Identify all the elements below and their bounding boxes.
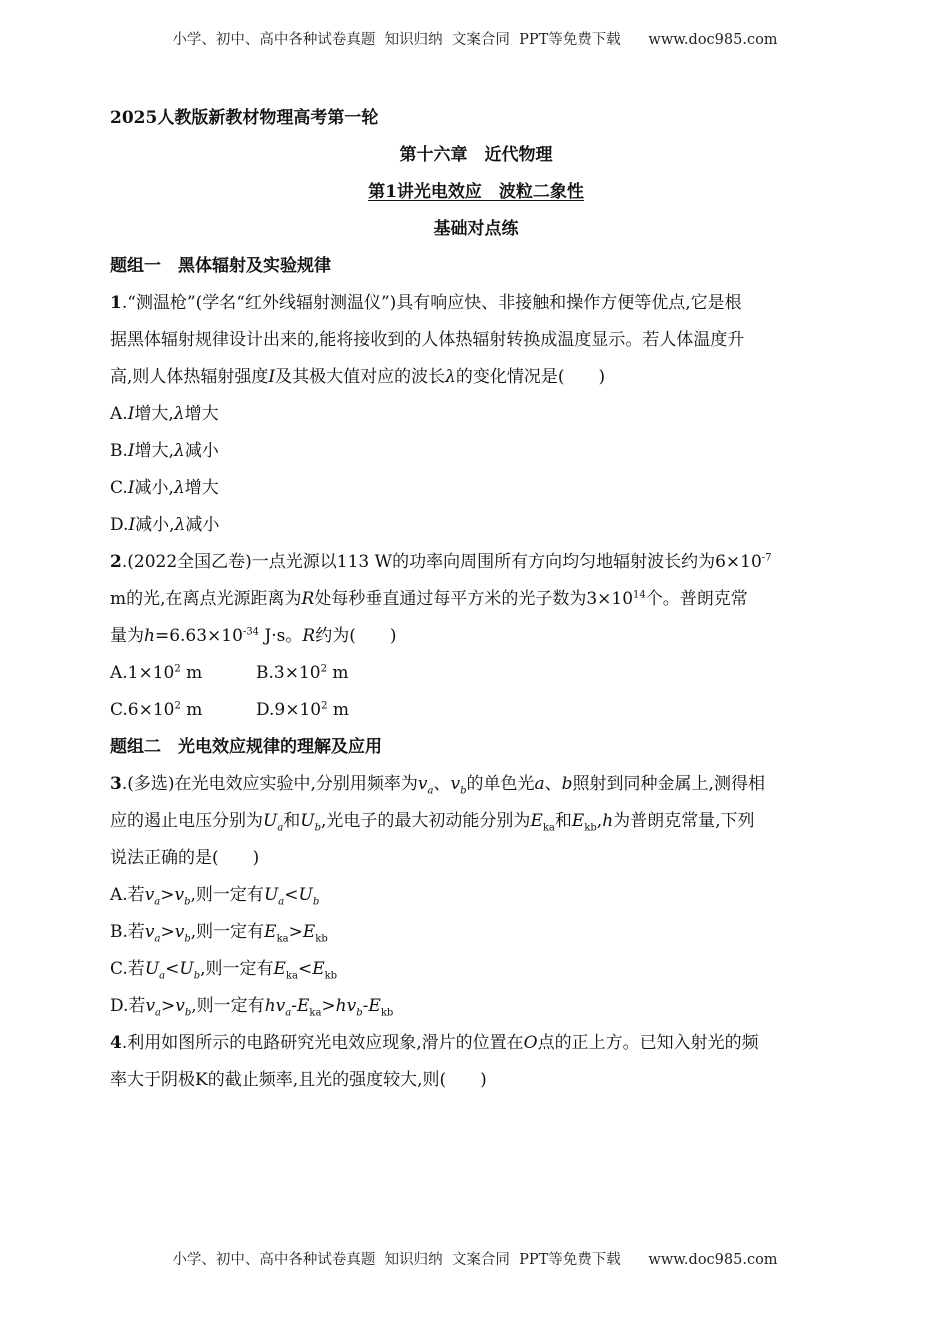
- op-gt: >: [160, 922, 175, 942]
- op-minus: -: [291, 996, 297, 1016]
- group2-title: 题组二 光电效应规律的理解及应用: [110, 737, 382, 757]
- var-v: v: [144, 885, 155, 905]
- q2-exponent-3: -34: [242, 626, 260, 638]
- sub-b: b: [356, 1007, 363, 1019]
- option-letter: A.若: [110, 885, 145, 905]
- var-U: U: [263, 885, 279, 905]
- var-E: E: [530, 811, 543, 831]
- q3-text: 应的遏止电压分别为: [110, 811, 263, 831]
- var-U: U: [179, 959, 194, 979]
- q2-exponent-2: 14: [633, 589, 646, 601]
- q2-text-3a: 量为: [110, 626, 144, 646]
- var-E: E: [302, 922, 316, 942]
- q2-text-2b: 处每秒垂直通过每平方米的光子数为3×10: [314, 589, 634, 609]
- page-header: 小学、初中、高中各种试卷真题 知识归纳 文案合同 PPT等免费下载 www.doc985.com: [172, 32, 778, 48]
- op-lt: <: [297, 959, 313, 979]
- option-exponent: 2: [321, 700, 328, 712]
- q4-line2: 率大于阴极K的截止频率,且光的强度较大,则( ): [110, 1070, 487, 1090]
- q2-text-3b: =6.63×10: [154, 626, 243, 646]
- sub-ka: ka: [285, 970, 298, 982]
- q3-option-a: [110, 877, 842, 914]
- option-unit: m: [326, 663, 349, 683]
- var-E: E: [264, 922, 277, 942]
- q2-line2: [110, 581, 842, 618]
- q2-options-row-1: [110, 655, 842, 692]
- option-var: λ: [174, 515, 186, 535]
- section-title: 基础对点练: [433, 219, 519, 239]
- var-b: b: [561, 774, 573, 794]
- q2-text-1a: .(2022全国乙卷)一点光源以113 W的功率向周围所有方向均匀地辐射波长约为6×10: [121, 552, 762, 572]
- q4-line1: [110, 1025, 842, 1062]
- lecture-title-text: 第1讲光电效应 波粒二象性: [368, 182, 584, 202]
- var-U: U: [263, 811, 278, 831]
- option-var: I: [128, 515, 136, 535]
- q1-line3: [110, 359, 842, 396]
- q1-option-d: [110, 507, 842, 544]
- var-v: v: [450, 774, 461, 794]
- sub-b: b: [184, 933, 191, 945]
- var-U: U: [144, 959, 160, 979]
- var-h: h: [335, 996, 347, 1016]
- option-unit: m: [180, 663, 203, 683]
- var-E: E: [312, 959, 325, 979]
- option-text: B.3×10: [256, 663, 321, 683]
- q4-text-1b: 点的正上方。已知入射光的频: [537, 1033, 759, 1053]
- op-lt: <: [165, 959, 180, 979]
- lecture-title: [110, 174, 842, 211]
- op-gt: >: [288, 922, 303, 942]
- var-E: E: [368, 996, 381, 1016]
- q3-text: 的单色光: [466, 774, 535, 794]
- sub-ka: ka: [309, 1007, 322, 1019]
- q3-number: 3: [110, 774, 122, 794]
- option-exponent: 2: [174, 663, 181, 675]
- q3-text: 和: [554, 811, 572, 831]
- sub-ka: ka: [276, 933, 289, 945]
- op-gt: >: [321, 996, 336, 1016]
- q3-text: ,: [596, 811, 603, 831]
- var-h: h: [264, 996, 276, 1016]
- q1-line2: 据黑体辐射规律设计出来的,能将接收到的人体热辐射转换成温度显示。若人体温度升: [110, 330, 745, 350]
- q2-option-a: [110, 655, 256, 692]
- q2-var-R: R: [302, 626, 316, 646]
- q2-option-d: [256, 692, 402, 729]
- option-var: I: [127, 478, 135, 498]
- q3-option-d: [110, 988, 842, 1025]
- sub-b: b: [312, 896, 320, 908]
- option-var: I: [127, 404, 135, 424]
- series-title: 2025人教版新教材物理高考第一轮: [110, 108, 379, 128]
- q2-option-c: [110, 692, 256, 729]
- q1-number: 1: [110, 293, 122, 313]
- option-text: ,则一定有: [191, 996, 265, 1016]
- q2-text-3c: J·s。: [259, 626, 303, 646]
- option-exponent: 2: [174, 700, 181, 712]
- separator: 、: [433, 774, 451, 794]
- group1-title: 题组一 黑体辐射及实验规律: [110, 256, 331, 276]
- q1-text-3a: 高,则人体热辐射强度: [110, 367, 269, 387]
- q3-line3: 说法正确的是( ): [110, 848, 260, 868]
- sub-a: a: [278, 896, 285, 908]
- sub-a: a: [154, 896, 161, 908]
- q3-option-b: [110, 914, 842, 951]
- var-E: E: [273, 959, 286, 979]
- op-minus: -: [362, 996, 369, 1016]
- q2-option-b: [256, 655, 402, 692]
- sub-b: b: [314, 822, 322, 834]
- option-var: λ: [173, 404, 185, 424]
- document-body: [110, 100, 842, 1099]
- sub-a: a: [427, 785, 434, 797]
- var-v: v: [175, 996, 185, 1016]
- option-exponent: 2: [320, 663, 327, 675]
- option-text: 增大: [184, 404, 219, 424]
- q2-exponent-1: -7: [761, 552, 772, 564]
- q1-option-c: [110, 470, 842, 507]
- q1-text-1: .“测温枪”(学名“红外线辐射测温仪”)具有响应快、非接触和操作方便等优点,它是根: [121, 293, 742, 313]
- option-unit: m: [180, 700, 203, 720]
- sub-b: b: [184, 1007, 192, 1019]
- sub-kb: kb: [315, 933, 328, 945]
- sub-kb: kb: [380, 1007, 394, 1019]
- var-v: v: [346, 996, 357, 1016]
- var-E: E: [296, 996, 310, 1016]
- q3-text: ,光电子的最大初动能分别为: [321, 811, 531, 831]
- q4-text-1a: .利用如图所示的电路研究光电效应现象,滑片的位置在: [121, 1033, 524, 1053]
- q3-option-c: [110, 951, 842, 988]
- option-text: 减小: [184, 441, 219, 461]
- op-gt: >: [160, 885, 175, 905]
- var-v: v: [275, 996, 286, 1016]
- q4-number: 4: [110, 1033, 122, 1053]
- chapter-title: 第十六章 近代物理: [399, 145, 553, 165]
- sub-ka: ka: [542, 822, 555, 834]
- var-v: v: [145, 996, 156, 1016]
- option-letter: D.若: [110, 996, 146, 1016]
- sub-a: a: [154, 933, 161, 945]
- q1-var-I: I: [268, 367, 276, 387]
- option-var: λ: [174, 441, 185, 461]
- option-text: 增大: [184, 478, 219, 498]
- q1-text-3b: 及其极大值对应的波长: [275, 367, 446, 387]
- sub-b: b: [193, 970, 201, 982]
- var-h: h: [602, 811, 614, 831]
- q1-var-lambda: λ: [445, 367, 456, 387]
- option-letter: B.若: [110, 922, 145, 942]
- option-var: λ: [173, 478, 185, 498]
- q2-text-3d: 约为( ): [315, 626, 397, 646]
- op-lt: <: [284, 885, 299, 905]
- q3-text: 照射到同种金属上,测得相: [572, 774, 765, 794]
- option-text: 增大,: [134, 441, 175, 461]
- option-text: C.6×10: [110, 700, 175, 720]
- q1-option-a: [110, 396, 842, 433]
- option-letter: D.: [110, 515, 129, 535]
- separator: 、: [544, 774, 562, 794]
- q2-var-h: h: [144, 626, 155, 646]
- var-a: a: [534, 774, 545, 794]
- option-text: 减小: [185, 515, 220, 535]
- q1-line1: [110, 285, 842, 322]
- sub-b: b: [460, 785, 467, 797]
- var-v: v: [174, 922, 185, 942]
- var-U: U: [300, 811, 315, 831]
- var-v: v: [144, 922, 155, 942]
- q3-line2: [110, 803, 842, 840]
- q3-text: 为普朗克常量,下列: [613, 811, 755, 831]
- q2-text-2a: m的光,在离点光源距离为: [110, 589, 302, 609]
- sub-a: a: [277, 822, 284, 834]
- option-text: ,则一定有: [190, 922, 265, 942]
- sub-a: a: [159, 970, 166, 982]
- var-v: v: [174, 885, 185, 905]
- option-letter: A.: [110, 404, 128, 424]
- sub-b: b: [184, 896, 191, 908]
- sub-a: a: [155, 1007, 162, 1019]
- q4-var-O: O: [523, 1033, 538, 1053]
- option-text: ,则一定有: [200, 959, 274, 979]
- option-text: A.1×10: [110, 663, 175, 683]
- q3-text: .(多选)在光电效应实验中,分别用频率为: [121, 774, 418, 794]
- var-v: v: [417, 774, 428, 794]
- option-var: I: [127, 441, 135, 461]
- q3-line1: [110, 766, 842, 803]
- q2-options-row-2: [110, 692, 842, 729]
- sub-a: a: [285, 1007, 292, 1019]
- q1-option-b: [110, 433, 842, 470]
- q1-text-3c: 的变化情况是( ): [455, 367, 606, 387]
- option-text: ,则一定有: [190, 885, 264, 905]
- option-letter: C.: [110, 478, 128, 498]
- var-U: U: [298, 885, 313, 905]
- option-text: 减小,: [135, 515, 175, 535]
- op-gt: >: [161, 996, 176, 1016]
- q2-line1: [110, 544, 842, 581]
- q2-var-R: R: [301, 589, 315, 609]
- page-footer: 小学、初中、高中各种试卷真题 知识归纳 文案合同 PPT等免费下载 www.doc985.com: [172, 1252, 778, 1268]
- sub-kb: kb: [324, 970, 338, 982]
- q3-text: 和: [283, 811, 301, 831]
- q2-text-2c: 个。普朗克常: [645, 589, 748, 609]
- option-text: 减小,: [134, 478, 174, 498]
- option-letter: C.若: [110, 959, 145, 979]
- option-text: D.9×10: [256, 700, 322, 720]
- q2-line3: [110, 618, 842, 655]
- var-E: E: [571, 811, 585, 831]
- sub-kb: kb: [584, 822, 597, 834]
- option-text: 增大,: [134, 404, 174, 424]
- option-unit: m: [327, 700, 350, 720]
- option-letter: B.: [110, 441, 128, 461]
- q2-number: 2: [110, 552, 122, 572]
